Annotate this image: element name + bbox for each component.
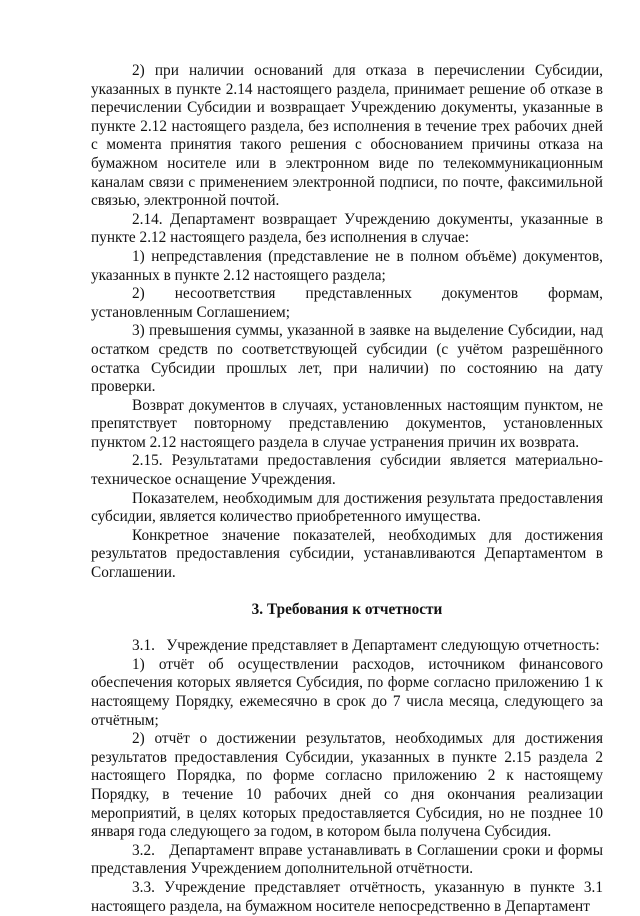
paragraph-2-14-item-2: 2) несоответствия представленных документов формам, установленным Соглашением; — [91, 285, 603, 321]
paragraph-3-1-item-1: 1) отчёт об осуществлении расходов, источником финансового обеспечения которых является Субсидия, по форме согласно приложению 1 к настоящему Порядку, ежемесячно в срок до 7 числа месяца, следующего за отчётным; — [91, 655, 603, 729]
paragraph-3-1: 3.1. Учреждение представляет в Департамент следующую отчетность: — [132, 637, 600, 655]
paragraph-indicator-values: Конкретное значение показателей, необходимых для достижения результатов предоставления субсидии, устанавливаются Департаментом в Соглашении. — [91, 526, 603, 582]
section-heading: 3. Требования к отчетности — [251, 600, 443, 618]
paragraph-3-1-item-2: 2) отчёт о достижении результатов, необходимых для достижения результатов предоставления Субсидии, указанных в пункте 2.15 раздела 2 настоящего Порядка, по форме согласно приложению 2 к настоящему Порядку, в течение 10 рабочих дней со дня окончания реализации мероприятий, в целях которых предоставляется Субсидия, но не позднее 10 января года следующего за годом, в котором была получена Субсидия. — [91, 730, 603, 841]
paragraph-2-14-item-1: 1) непредставления (представление не в полном объёме) документов, указанных в пункте 2.12 настоящего раздела; — [91, 247, 603, 284]
paragraph-indicator: Показателем, необходимым для достижения результата предоставления субсидии, является количество приобретенного имущества. — [91, 489, 603, 526]
document-body — [91, 62, 607, 916]
paragraph-3-3: 3.3. Учреждение представляет отчётность, указанную в пункте 3.1 настоящего раздела, на бумажном носителе непосредственно в Департамент — [91, 878, 603, 915]
paragraph-return-note: Возврат документов в случаях, установленных настоящим пунктом, не препятствует повторному представлению документов, установленных пунктом 2.12 настоящего раздела в случае устранения причин их возврата. — [91, 396, 603, 451]
paragraph-refusal-decision: 2) при наличии оснований для отказа в перечислении Субсидии, указанных в пункте 2.14 настоящего раздела, принимает решение об отказе в перечислении Субсидии и возвращает Учреждению документы, указанные в пункте 2.12 настоящего раздела, без исполнения в течение трех рабочих дней с момента принятия такого решения с обоснованием причины отказа на бумажном носителе или в электронном виде по телекоммуникационным каналам связи с применением электронной подписи, по почте, факсимильной связью, электронной почтой. — [91, 62, 603, 210]
paragraph-2-14-item-3: 3) превышения суммы, указанной в заявке на выделение Субсидии, над остатком средств по соответствующей субсидии (с учётом разрешённого остатка Субсидии прошлых лет, при наличии) по состоянию на дату проверки. — [91, 322, 603, 396]
paragraph-3-2: 3.2. Департамент вправе устанавливать в Соглашении сроки и формы представления Учреждением дополнительной отчётности. — [91, 841, 607, 878]
paragraph-2-14: 2.14. Департамент возвращает Учреждению документы, указанные в пункте 2.12 настоящего раздела, без исполнения в случае: — [91, 210, 603, 247]
paragraph-2-15: 2.15. Результатами предоставления субсидии является материально-техническое оснащение Учреждения. — [91, 452, 603, 489]
